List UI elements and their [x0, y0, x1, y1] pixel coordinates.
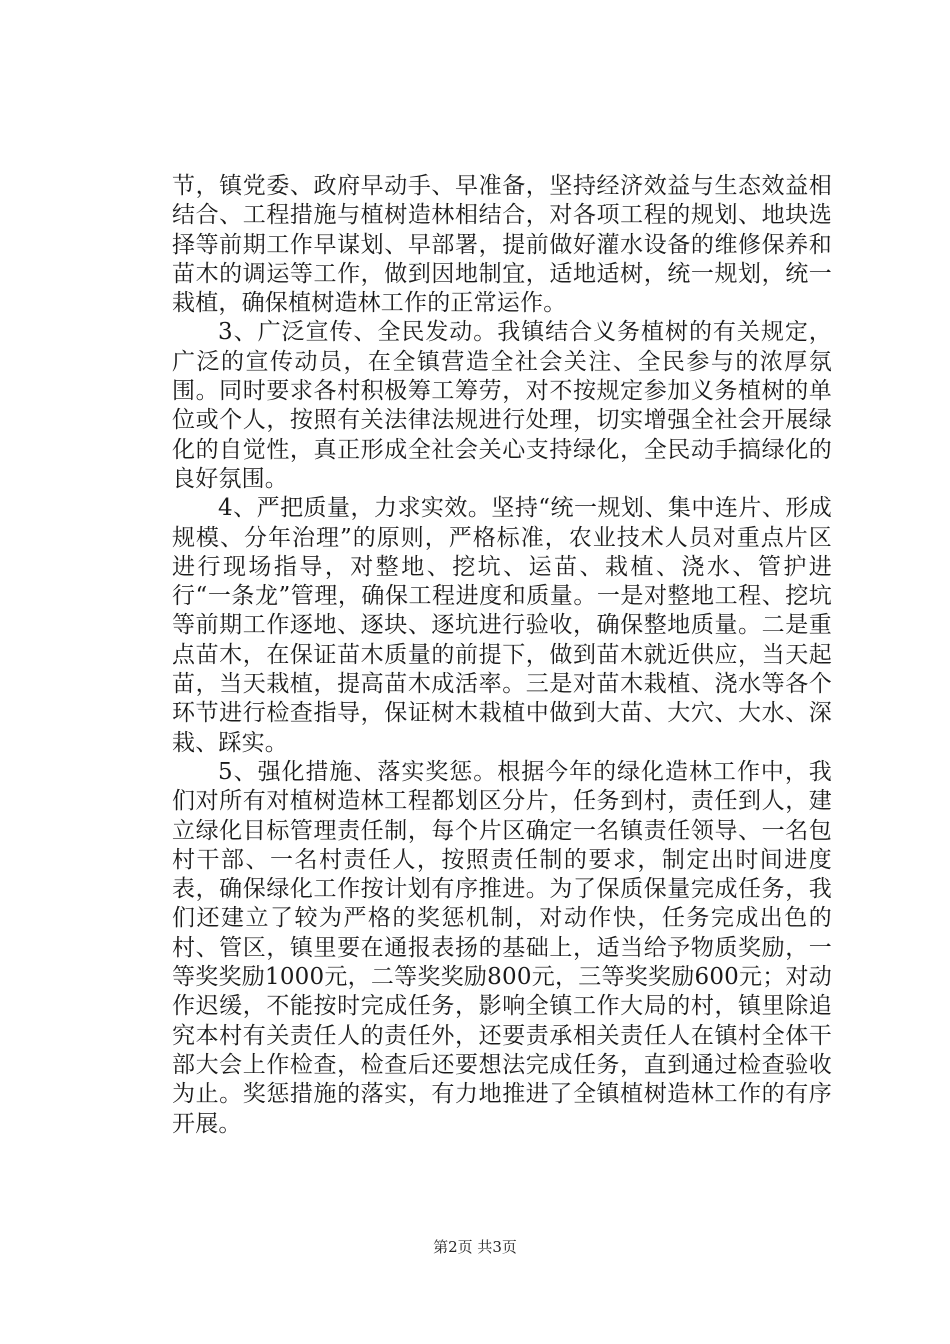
- paragraph-4-quality: 4、严把质量，力求实效。坚持“统一规划、集中连片、形成规模、分年治理”的原则，严格标准，农业技术人员对重点片区进行现场指导，对整地、挖坑、运苗、栽植、浇水、管护进行“一条龙”管理，确保工程进度和质量。一是对整地工程、挖坑等前期工作逐地、逐块、逐坑进行验收，确保整地质量。二是重点苗木，在保证苗木质量的前提下，做到苗木就近供应，当天起苗，当天栽植，提高苗木成活率。三是对苗木栽植、浇水等各个环节进行检查指导，保证树木栽植中做到大苗、大穴、大水、深栽、踩实。: [172, 495, 832, 756]
- page-footer: 第2页 共3页: [433, 1238, 517, 1256]
- paragraph-3-publicity: 3、广泛宣传、全民发动。我镇结合义务植树的有关规定，广泛的宣传动员，在全镇营造全社会关注、全民参与的浓厚氛围。同时要求各村积极筹工筹劳，对不按规定参加义务植树的单位或个人，按照有关法律法规进行处理，切实增强全社会开展绿化的自觉性，真正形成全社会关心支持绿化，全民动手搞绿化的良好氛围。: [172, 319, 832, 492]
- paragraph-continuation: 节，镇党委、政府早动手、早准备，坚持经济效益与生态效益相结合、工程措施与植树造林相结合，对各项工程的规划、地块选择等前期工作早谋划、早部署，提前做好灌水设备的维修保养和苗木的调运等工作，做到因地制宜，适地适树，统一规划，统一栽植，确保植树造林工作的正常运作。: [172, 173, 832, 317]
- paragraph-5-measures: 5、强化措施、落实奖惩。根据今年的绿化造林工作中，我们对所有对植树造林工程都划区分片，任务到村，责任到人，建立绿化目标管理责任制，每个片区确定一名镇责任领导、一名包村干部、一名村责任人，按照责任制的要求，制定出时间进度表，确保绿化工作按计划有序推进。为了保质保量完成任务，我们还建立了较为严格的奖惩机制，对动作快，任务完成出色的村、管区，镇里要在通报表扬的基础上，适当给予物质奖励，一等奖奖励1000元，二等奖奖励800元，三等奖奖励600元；对动作迟缓，不能按时完成任务，影响全镇工作大局的村，镇里除追究本村有关责任人的责任外，还要责承相关责任人在镇村全体干部大会上作检查，检查后还要想法完成任务，直到通过检查验收为止。奖惩措施的落实，有力地推进了全镇植树造林工作的有序开展。: [172, 758, 832, 1137]
- document-body: [172, 172, 832, 1139]
